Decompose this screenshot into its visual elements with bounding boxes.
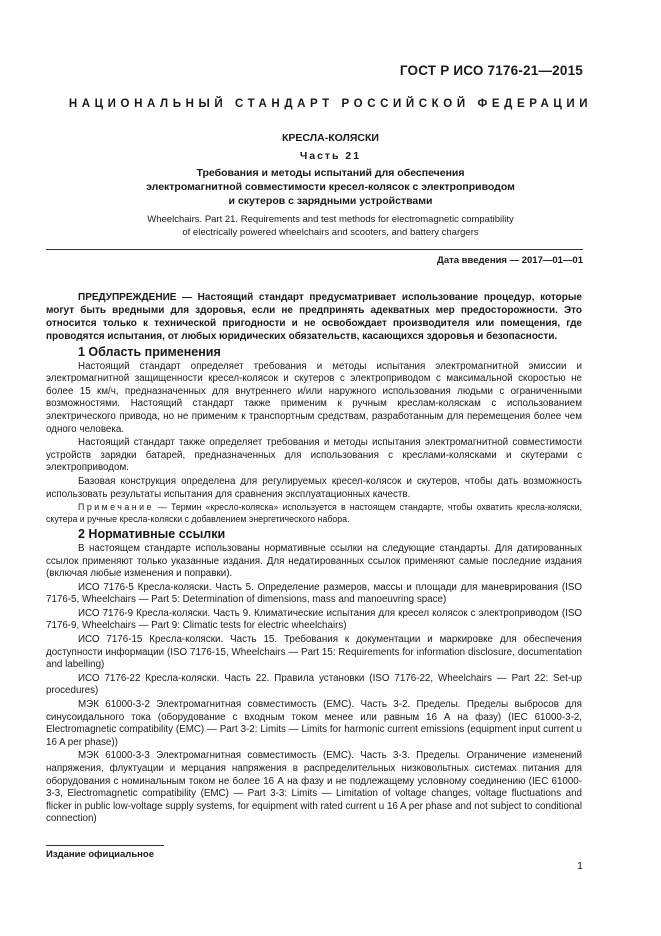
note-text: — Термин «кресло-коляска» используется в настоящем стандарте, чтобы охватить кресла-коляски, скутера и ручные кресла-коляски с добавлением энергетического набора. xyxy=(46,502,582,524)
reference-item: ИСО 7176-22 Кресла-коляски. Часть 22. Правила установки (ISO 7176-22, Wheelchairs — Part 22: Set-up procedures) xyxy=(46,672,582,697)
footer-divider xyxy=(46,845,164,846)
subtitle-line: и скутеров с зарядными устройствами xyxy=(228,195,433,207)
warning-paragraph: ПРЕДУПРЕЖДЕНИЕ — Настоящий стандарт предусматривает использование процедур, которые могут быть вредными для здоровья, если не предпринять адекватных мер предосторожности. Это относится только к технической пригодности и не освобождает производителя или помещения, где проводятся испытания, от любых юридических обязательств, касающихся здоровья и безопасности. xyxy=(46,292,582,342)
intro-date: Дата введения — 2017—01—01 xyxy=(437,255,583,266)
paragraph: Настоящий стандарт определяет требования и методы испытания электромагнитной эмиссии и электромагнитной защищенности кресел-колясок и скутеров с электроприводом с максимальной скоростью не более 15 км/ч, предназначенных для внутреннего и/или наружного использования людьми с ограниченными возможностями. Настоящий стандарт также применим к ручным креслам-коляскам с использованием электрического привода, но не применим к транспортным средствам, разработанным для перемещения более чем одного человека. xyxy=(46,360,582,435)
section-heading-scope: 1 Область применения xyxy=(78,345,221,359)
reference-item: МЭК 61000-3-2 Электромагнитная совместимость (ЕМС). Часть 3-2. Пределы. Пределы выбросов для синусоидального тока (оборудование с входным током менее или равным 16 А на фазу) (IEC 61000-3-2, Electromagnetic compatibility (EMC) — Part 3-2: Limits — Limits for harmonic current emissions (equipment input current u 16 A per phase)) xyxy=(46,699,582,748)
document-body xyxy=(46,291,582,827)
english-title xyxy=(60,213,601,239)
page-number: 1 xyxy=(577,860,583,872)
title-block xyxy=(60,132,601,239)
subtitle xyxy=(60,166,601,208)
paragraph: Базовая конструкция определена для регулируемых кресел-колясок и скутеров, чтобы дать возможность использовать результаты испытания для сравнения эксплуатационных качеств. xyxy=(46,475,582,500)
paragraph: Настоящий стандарт также определяет требования и методы испытания электромагнитной совместимости устройств зарядки батарей, предназначенных для использования с креслами-колясками и скутерами с электроприводом. xyxy=(46,437,582,474)
reference-item: ИСО 7176-9 Кресла-коляски. Часть 9. Климатические испытания для кресел колясок с электроприводом (ISO 7176-9, Wheelchairs — Part 9: Climatic tests for electric wheelchairs) xyxy=(46,607,582,632)
edition-label: Издание официальное xyxy=(46,849,154,860)
english-title-line: of electrically powered wheelchairs and scooters, and battery chargers xyxy=(182,227,479,238)
subtitle-line: электромагнитной совместимости кресел-колясок с электроприводом xyxy=(146,181,515,193)
divider xyxy=(46,249,583,250)
gost-code: ГОСТ Р ИСО 7176-21—2015 xyxy=(399,63,583,78)
reference-item: МЭК 61000-3-3 Электромагнитная совместимость (ЕМС). Часть 3-3. Пределы. Ограничение изменений напряжения, флуктуации и мерцания напряжения в распределительных низковольтных системах питания для оборудования с номинальным током не более 16 А на фазу и не подлежащему условному соединению (IEC 61000-3-3, Electromagnetic compatibility (EMC) — Part 3-3: Limits — Limitation of voltage changes, voltage fluctuations and flicker in public low-voltage supply systems, for equipment with rated current u 16 A per phase and not subject to conditional connection) xyxy=(46,750,582,825)
subtitle-line: Требования и методы испытаний для обеспечения xyxy=(196,167,465,179)
document-title: КРЕСЛА-КОЛЯСКИ xyxy=(282,132,379,144)
note-label: Примечание xyxy=(78,502,154,513)
reference-item: ИСО 7176-15 Кресла-коляски. Часть 15. Требования к документации и маркировке для обеспечения доступности информации (ISO 7176-15, Wheelchairs — Part 15: Requirements for information disclosure, documentation and labelling) xyxy=(46,634,582,671)
english-title-line: Wheelchairs. Part 21. Requirements and test methods for electromagnetic compatibility xyxy=(147,214,514,225)
note xyxy=(46,502,582,525)
section-heading-normative-references: 2 Нормативные ссылки xyxy=(78,527,226,542)
national-standard-banner: НАЦИОНАЛЬНЫЙ СТАНДАРТ РОССИЙСКОЙ ФЕДЕРАЦИИ xyxy=(68,98,593,110)
reference-item: ИСО 7176-5 Кресла-коляски. Часть 5. Определение размеров, массы и площади для маневрирования (ISO 7176-5, Wheelchairs — Part 5: Determination of dimensions, mass and manoeuvring space) xyxy=(46,581,582,606)
part-label: Часть 21 xyxy=(299,150,362,162)
paragraph: В настоящем стандарте использованы нормативные ссылки на следующие стандарты. Для датированных ссылок применяют только указанные издания. Для недатированных ссылок применяют самые последние издания (включая любые изменения и поправки). xyxy=(46,542,582,580)
